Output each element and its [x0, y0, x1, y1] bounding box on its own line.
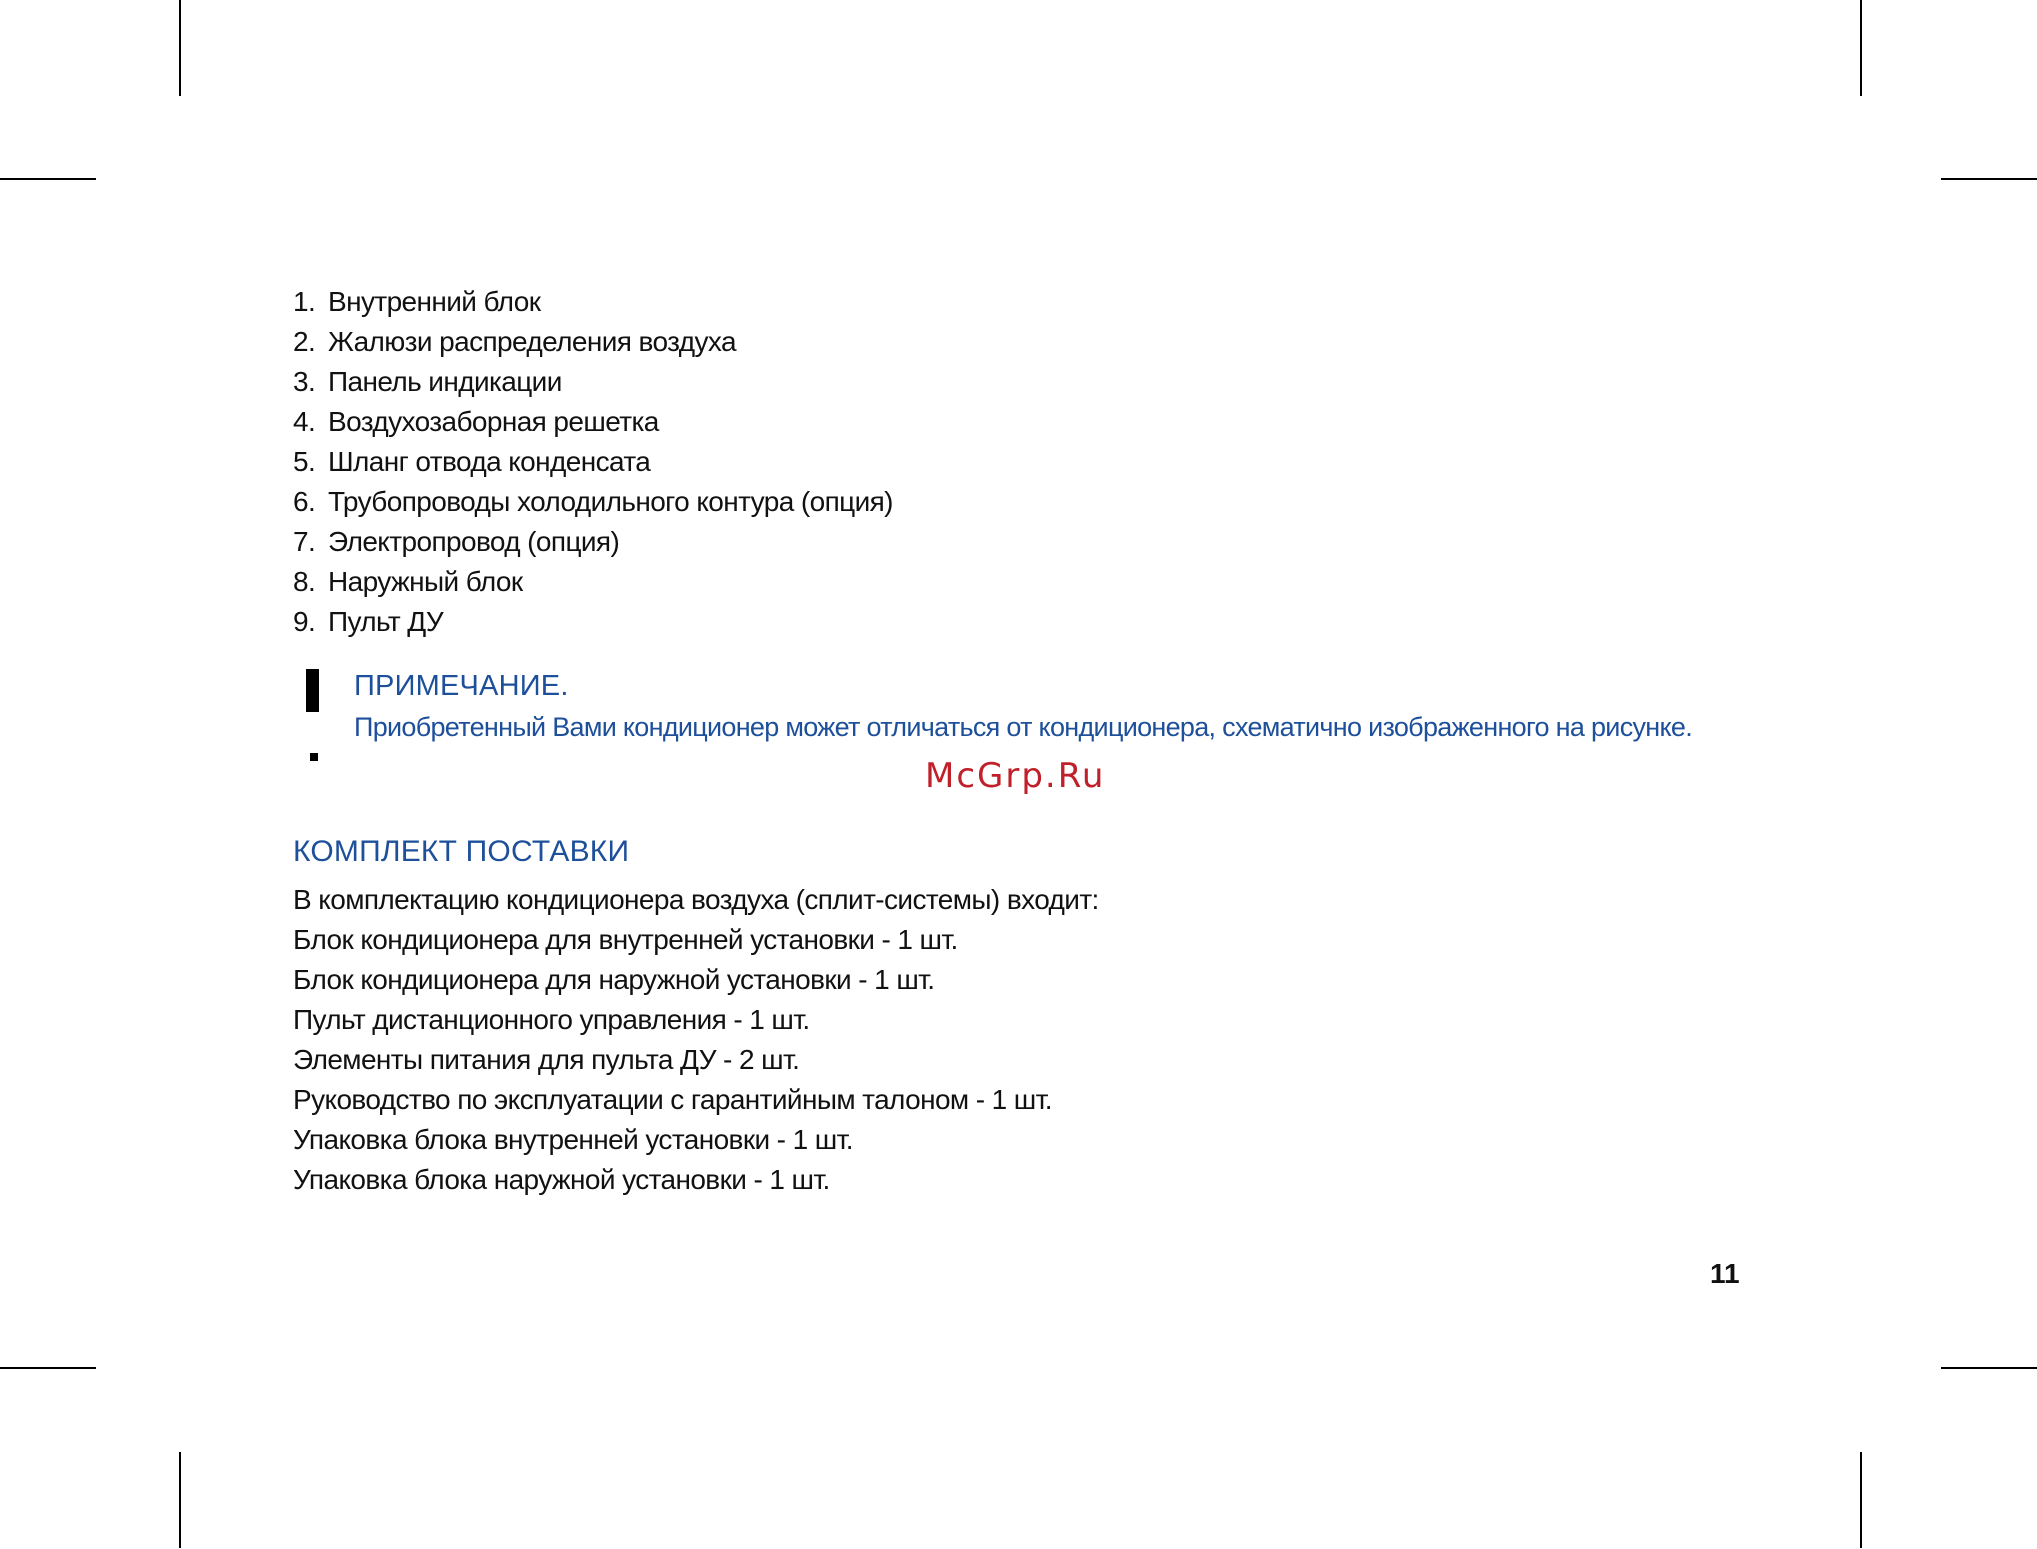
delivery-list	[293, 880, 1099, 1200]
watermark-link[interactable]: McGrp.Ru	[925, 756, 1106, 796]
section-heading: КОМПЛЕКТ ПОСТАВКИ	[293, 835, 630, 868]
crop-mark-top-right-horizontal	[1941, 178, 2037, 180]
crop-mark-bottom-right-horizontal	[1941, 1367, 2037, 1369]
list-item-number: 1.	[293, 286, 316, 317]
list-item-label: Электропровод (опция)	[328, 526, 620, 557]
list-item-label: Трубопроводы холодильного контура (опция)	[328, 486, 893, 517]
list-item	[293, 282, 893, 322]
list-item-number: 5.	[293, 446, 316, 477]
list-item-number: 4.	[293, 406, 316, 437]
note-text: Приобретенный Вами кондиционер может отличаться от кондиционера, схематично изображенного на рисунке.	[354, 712, 1693, 742]
list-item-label: Панель индикации	[328, 366, 562, 397]
list-item-label: Внутренний блок	[328, 286, 541, 317]
list-item	[293, 522, 893, 562]
parts-list	[293, 282, 893, 642]
list-item-label: Воздухозаборная решетка	[328, 406, 659, 437]
crop-mark-top-left-horizontal	[0, 178, 96, 180]
crop-mark-top-left-vertical	[179, 0, 181, 96]
delivery-item: Блок кондиционера для наружной установки - 1 шт.	[293, 964, 935, 995]
crop-mark-bottom-right-vertical	[1860, 1452, 1862, 1548]
list-item-label: Наружный блок	[328, 566, 523, 597]
crop-mark-bottom-left-vertical	[179, 1452, 181, 1548]
list-item-number: 3.	[293, 366, 316, 397]
delivery-item: Элементы питания для пульта ДУ - 2 шт.	[293, 1044, 800, 1075]
crop-mark-top-right-vertical	[1860, 0, 1862, 96]
note-marker-dot	[310, 753, 318, 761]
list-item-number: 6.	[293, 486, 316, 517]
delivery-intro: В комплектацию кондиционера воздуха (сплит-системы) входит:	[293, 884, 1099, 915]
list-item	[293, 602, 893, 642]
list-item	[293, 322, 893, 362]
page-number: 11	[1710, 1258, 1740, 1289]
list-item	[293, 402, 893, 442]
list-item-number: 8.	[293, 566, 316, 597]
delivery-item: Руководство по эксплуатации с гарантийным талоном - 1 шт.	[293, 1084, 1052, 1115]
delivery-item: Пульт дистанционного управления - 1 шт.	[293, 1004, 810, 1035]
list-item	[293, 482, 893, 522]
list-item-label: Пульт ДУ	[328, 606, 444, 637]
note-marker-bar	[306, 669, 319, 712]
list-item-number: 9.	[293, 606, 316, 637]
list-item-number: 2.	[293, 326, 316, 357]
delivery-item: Упаковка блока внутренней установки - 1 шт.	[293, 1124, 853, 1155]
crop-mark-bottom-left-horizontal	[0, 1367, 96, 1369]
delivery-item: Упаковка блока наружной установки - 1 шт.	[293, 1164, 830, 1195]
list-item	[293, 562, 893, 602]
list-item-label: Жалюзи распределения воздуха	[328, 326, 736, 357]
list-item	[293, 442, 893, 482]
list-item	[293, 362, 893, 402]
note-title: ПРИМЕЧАНИЕ.	[354, 670, 569, 702]
delivery-item: Блок кондиционера для внутренней установки - 1 шт.	[293, 924, 958, 955]
list-item-label: Шланг отвода конденсата	[328, 446, 651, 477]
list-item-number: 7.	[293, 526, 316, 557]
